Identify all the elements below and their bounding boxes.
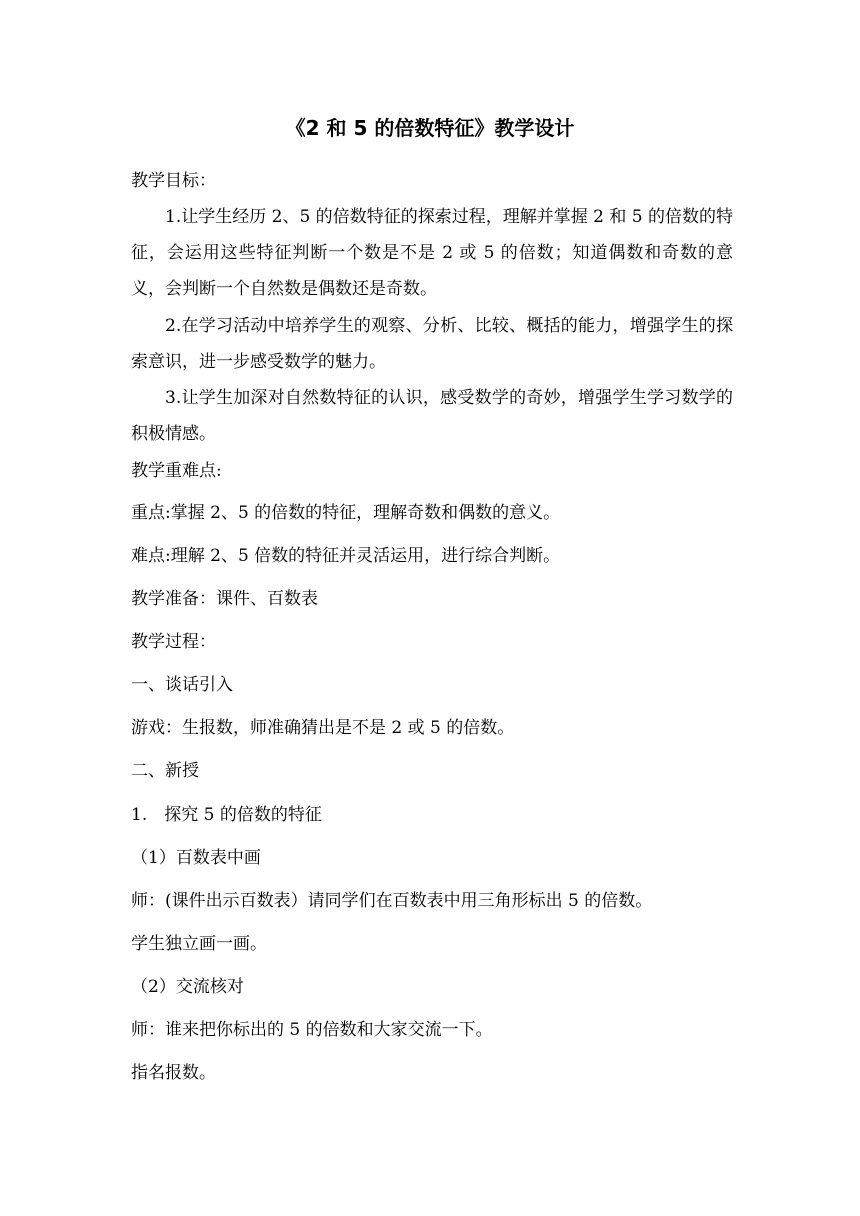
objective-item-2: 2.在学习活动中培养学生的观察、分析、比较、概括的能力，增强学生的探索意识，进一步感受数学的魅力。 bbox=[131, 316, 733, 372]
teacher-instruction-2: 师：谁来把你标出的 5 的倍数和大家交流一下。 bbox=[131, 1020, 493, 1040]
objectives-heading: 教学目标： bbox=[131, 171, 216, 191]
process-heading: 教学过程： bbox=[131, 632, 216, 652]
sub-heading-check: （2）交流核对 bbox=[131, 977, 244, 997]
step-heading-multiples-of-5: 1. 探究 5 的倍数的特征 bbox=[131, 805, 322, 825]
student-activity-2: 指名报数。 bbox=[131, 1063, 216, 1083]
key-points-heading: 教学重难点: bbox=[131, 461, 222, 481]
teacher-instruction-1: 师：(课件出示百数表）请同学们在百数表中用三角形标出 5 的倍数。 bbox=[131, 891, 653, 911]
section-heading-new-lesson: 二、新授 bbox=[131, 761, 199, 781]
sub-heading-draw-table: （1）百数表中画 bbox=[131, 848, 261, 868]
key-point-text: 重点:掌握 2、5 的倍数的特征，理解奇数和偶数的意义。 bbox=[131, 503, 561, 523]
difficult-point-text: 难点:理解 2、5 倍数的特征并灵活运用，进行综合判断。 bbox=[131, 546, 561, 566]
preparation-text: 教学准备：课件、百数表 bbox=[131, 589, 318, 609]
objective-item-3: 3.让学生加深对自然数特征的认识，感受数学的奇妙，增强学生学习数学的积极情感。 bbox=[131, 388, 733, 444]
game-text: 游戏：生报数，师准确猜出是不是 2 或 5 的倍数。 bbox=[131, 718, 515, 738]
document-title: 《2 和 5 的倍数特征》教学设计 bbox=[285, 116, 575, 140]
section-heading-intro: 一、谈话引入 bbox=[131, 675, 233, 695]
objective-item-1: 1.让学生经历 2、5 的倍数特征的探索过程，理解并掌握 2 和 5 的倍数的特征，会运用这些特征判断一个数是不是 2 或 5 的倍数；知道偶数和奇数的意义，会判断一个自然数是偶数还是奇数。 bbox=[131, 207, 733, 299]
student-activity-1: 学生独立画一画。 bbox=[131, 934, 267, 954]
